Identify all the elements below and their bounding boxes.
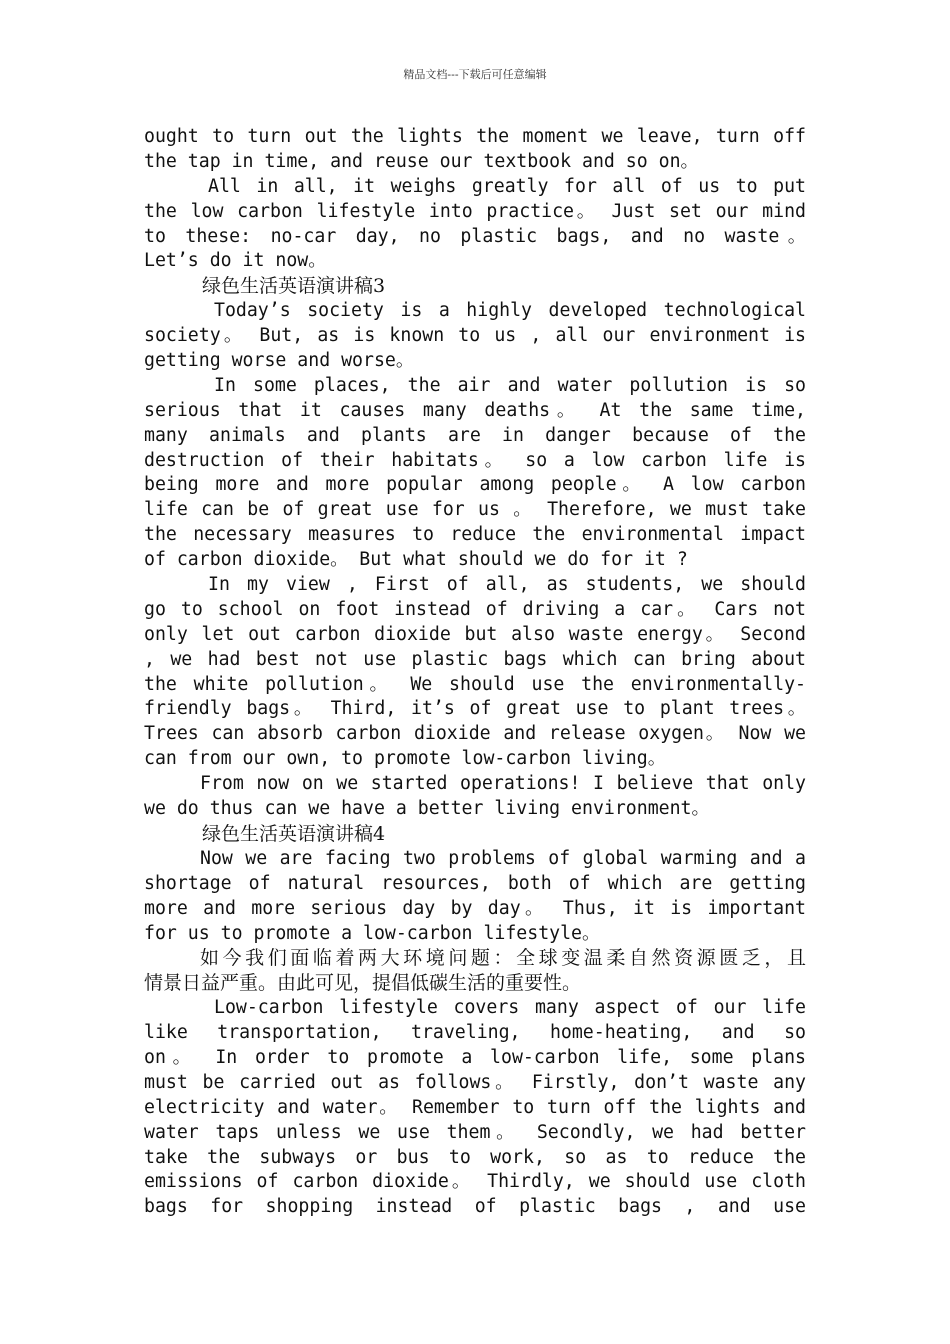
text-line: life can be of great use for us 。 Therefore, we must take xyxy=(144,499,806,521)
text-line: we do thus can we have a better living environment。 xyxy=(144,798,710,820)
text-line: 情景日益严重。由此可见，提倡低碳生活的重要性。 xyxy=(144,972,582,995)
text-line: emissions of carbon dioxide。 Thirdly, we should use cloth xyxy=(144,1171,806,1193)
text-line: being more and more popular among people。 A low carbon xyxy=(144,474,806,496)
text-line: for us to promote a low-carbon lifestyle。 xyxy=(144,922,601,944)
text-line: the white pollution。 We should use the environmentally- xyxy=(144,673,806,695)
text-line: on。 In order to promote a low-carbon life, some plans xyxy=(144,1046,806,1068)
text-line: Low-carbon lifestyle covers many aspect of our life xyxy=(214,997,806,1019)
text-line: water taps unless we use them。 Secondly, we had better xyxy=(144,1121,806,1143)
text-line: Today’s society is a highly developed technological xyxy=(214,300,806,322)
text-line: 如今我们面临着两大环境问题：全球变温柔自然资源匮乏，且 xyxy=(200,947,806,970)
text-line: can from our own, to promote low-carbon living。 xyxy=(144,748,666,770)
text-line: only let out carbon dioxide but also waste energy。 Second xyxy=(144,623,806,645)
page-header: 精品文档---下载后可任意编辑 xyxy=(403,68,547,81)
text-line: destruction of their habitats。 so a low carbon life is xyxy=(144,449,806,471)
text-line: like transportation, traveling, home-heating, and so xyxy=(144,1022,806,1044)
text-line: the necessary measures to reduce the environmental impact xyxy=(144,524,806,546)
text-line: electricity and water。 Remember to turn off the lights and xyxy=(144,1096,806,1118)
text-line: All in all, it weighs greatly for all of us to put xyxy=(208,175,806,197)
text-line: bags for shopping instead of plastic bags , and use xyxy=(144,1196,806,1218)
text-line: Trees can absorb carbon dioxide and release oxygen。 Now we xyxy=(144,723,806,745)
section-heading: 绿色生活英语演讲稿4 xyxy=(202,822,386,845)
text-line: many animals and plants are in danger because of the xyxy=(144,424,806,446)
text-line: From now on we started operations! I believe that only xyxy=(200,773,806,795)
text-line: In my view , First of all, as students, we should xyxy=(208,574,806,596)
text-line: more and more serious day by day。 Thus, it is important xyxy=(144,897,806,919)
text-line: Now we are facing two problems of global warming and a xyxy=(200,847,806,869)
text-line: shortage of natural resources, both of which are getting xyxy=(144,872,806,894)
text-line: take the subways or bus to work, so as to reduce the xyxy=(144,1146,806,1168)
text-line: serious that it causes many deaths。 At the same time, xyxy=(144,399,806,421)
text-line: ought to turn out the lights the moment we leave, turn off xyxy=(144,126,806,147)
text-line: must be carried out as follows。 Firstly, don’t waste any xyxy=(144,1071,806,1093)
text-line: In some places, the air and water pollution is so xyxy=(214,374,806,396)
text-line: getting worse and worse。 xyxy=(144,350,415,372)
document-body xyxy=(144,125,806,1220)
text-line: go to school on foot instead of driving a car。 Cars not xyxy=(144,598,806,620)
text-line: Let’s do it now。 xyxy=(144,250,327,272)
text-line: the tap in time, and reuse our textbook and so on。 xyxy=(144,150,699,172)
text-line: the low carbon lifestyle into practice。 Just set our mind xyxy=(144,200,806,222)
text-line: , we had best not use plastic bags which can bring about xyxy=(144,648,806,670)
text-line: society。 But, as is known to us , all our environment is xyxy=(144,325,806,347)
section-heading: 绿色生活英语演讲稿3 xyxy=(202,275,386,298)
text-line: to these: no-car day, no plastic bags, and no waste。 xyxy=(144,225,806,247)
text-line: friendly bags。 Third, it’s of great use to plant trees。 xyxy=(144,698,806,720)
text-line: of carbon dioxide。 But what should we do for it ? xyxy=(144,549,688,571)
